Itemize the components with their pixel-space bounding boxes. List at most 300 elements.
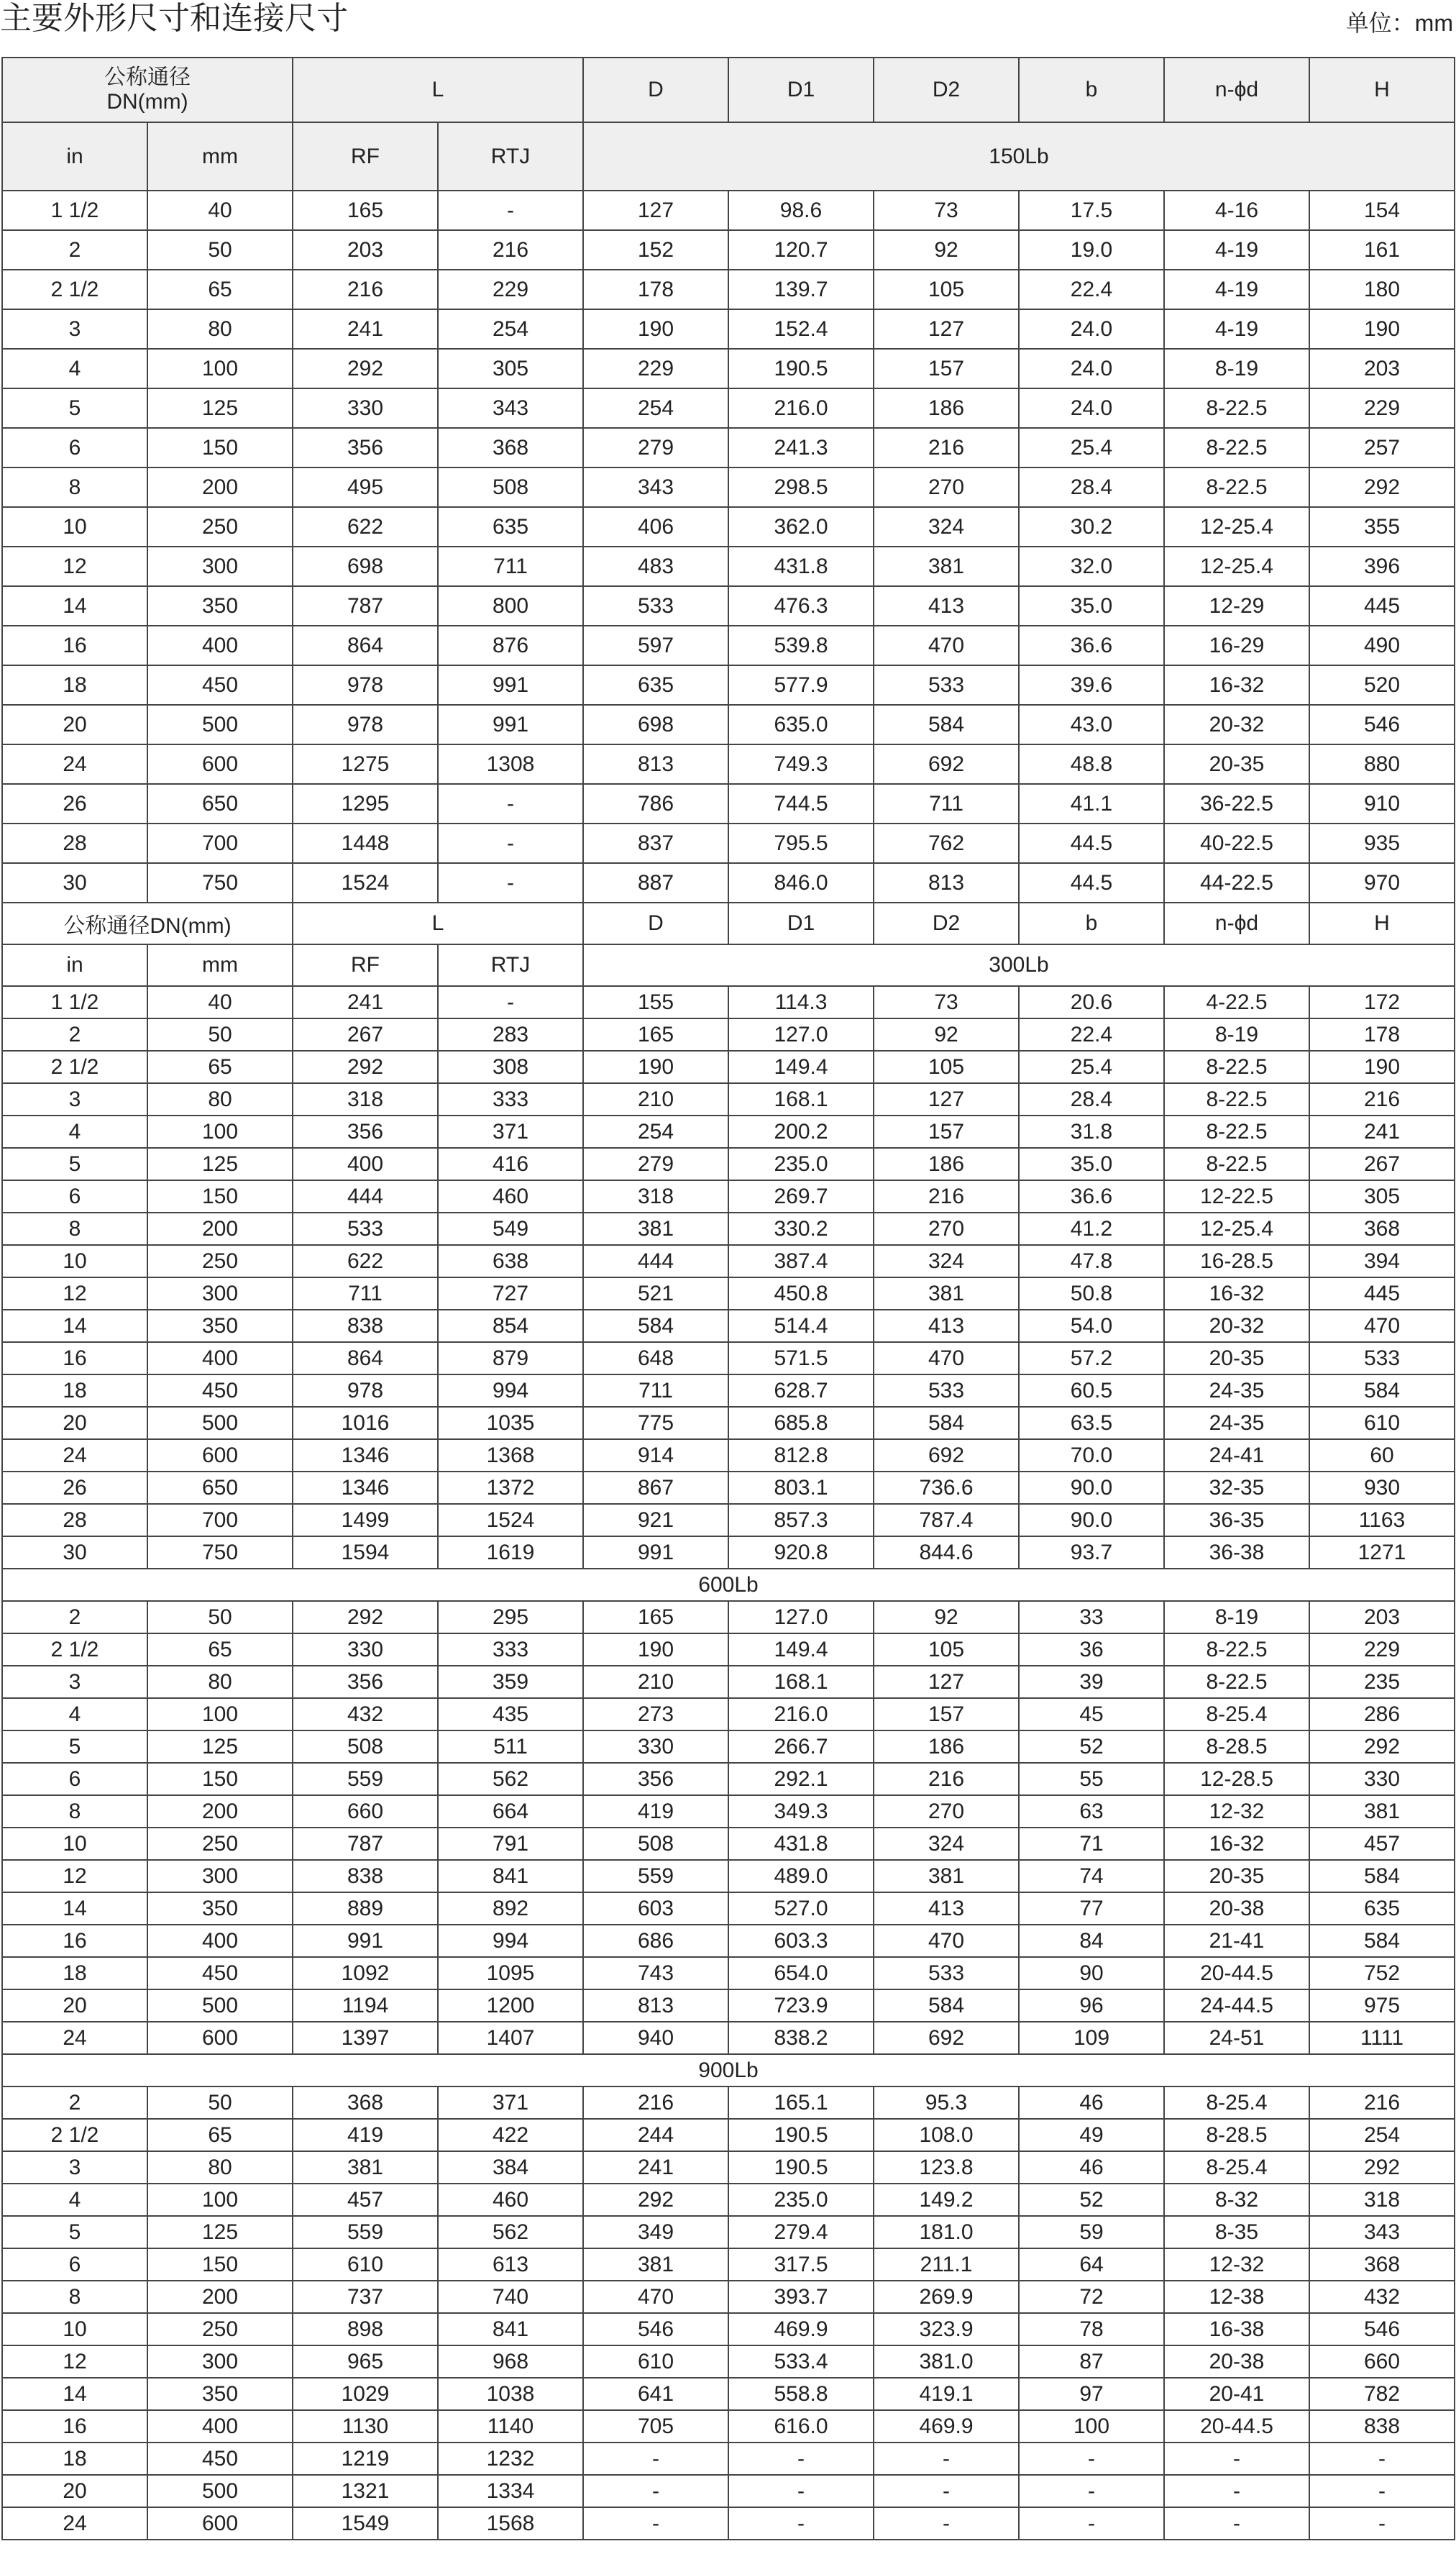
- cell-l-rf: 330: [293, 388, 438, 428]
- cell-l-rf: 419: [293, 2119, 438, 2151]
- table-row: [2, 784, 1455, 824]
- cell-d: 686: [583, 1925, 728, 1957]
- cell-d2: 105: [874, 270, 1019, 309]
- cell-in: 12: [2, 2345, 147, 2378]
- cell-b: 44.5: [1019, 863, 1164, 903]
- table-row: [2, 1277, 1455, 1310]
- cell-l-rf: 432: [293, 1698, 438, 1730]
- cell-b: 35.0: [1019, 1148, 1164, 1180]
- cell-d1: -: [728, 2475, 874, 2507]
- cell-mm: 500: [147, 1407, 293, 1439]
- cell-d2: 95.3: [874, 2086, 1019, 2119]
- table-row: [2, 2443, 1455, 2475]
- table-row: [2, 1083, 1455, 1116]
- header-nd: n-ϕd: [1164, 58, 1309, 122]
- cell-l-rtj: 994: [438, 1374, 583, 1407]
- cell-in: 14: [2, 1310, 147, 1342]
- cell-d: 292: [583, 2184, 728, 2216]
- cell-d1: 857.3: [728, 1504, 874, 1536]
- cell-n-d: 24-51: [1164, 2022, 1309, 2054]
- cell-d1: 387.4: [728, 1245, 874, 1277]
- table-row: [2, 2507, 1455, 2540]
- pressure-class-row: [2, 2054, 1455, 2086]
- cell-d1: 362.0: [728, 507, 874, 547]
- cell-in: 12: [2, 547, 147, 586]
- cell-mm: 750: [147, 1536, 293, 1569]
- cell-d1: 527.0: [728, 1892, 874, 1925]
- cell-d1: 476.3: [728, 586, 874, 626]
- cell-b: 87: [1019, 2345, 1164, 2378]
- cell-n-d: 36-38: [1164, 1536, 1309, 1569]
- cell-b: 20.6: [1019, 986, 1164, 1018]
- cell-in: 6: [2, 428, 147, 468]
- cell-d2: 470: [874, 626, 1019, 665]
- cell-d2: 186: [874, 1730, 1019, 1763]
- cell-l-rtj: 638: [438, 1245, 583, 1277]
- cell-d1: -: [728, 2507, 874, 2540]
- table-row: [2, 1018, 1455, 1051]
- cell-d2: -: [874, 2507, 1019, 2540]
- cell-d1: 744.5: [728, 784, 874, 824]
- cell-d2: 270: [874, 1795, 1019, 1828]
- cell-d1: 292.1: [728, 1763, 874, 1795]
- cell-b: 28.4: [1019, 1083, 1164, 1116]
- cell-b: 78: [1019, 2313, 1164, 2345]
- dimensions-table: [1, 57, 1455, 2540]
- cell-d1: 168.1: [728, 1083, 874, 1116]
- table-row: [2, 705, 1455, 744]
- table-row: [2, 2378, 1455, 2410]
- table-row: [2, 1342, 1455, 1374]
- cell-d: 229: [583, 349, 728, 388]
- cell-h: 368: [1309, 2248, 1455, 2281]
- cell-n-d: 32-35: [1164, 1472, 1309, 1504]
- cell-b: 100: [1019, 2410, 1164, 2443]
- cell-n-d: 8-25.4: [1164, 2086, 1309, 2119]
- cell-d: 419: [583, 1795, 728, 1828]
- cell-mm: 250: [147, 1828, 293, 1860]
- cell-d2: 692: [874, 2022, 1019, 2054]
- cell-l-rf: 838: [293, 1860, 438, 1892]
- cell-l-rf: 165: [293, 191, 438, 230]
- cell-b: 64: [1019, 2248, 1164, 2281]
- cell-in: 2 1/2: [2, 1633, 147, 1666]
- cell-d: 641: [583, 2378, 728, 2410]
- cell-h: 838: [1309, 2410, 1455, 2443]
- cell-d1: 393.7: [728, 2281, 874, 2313]
- table-row: [2, 2248, 1455, 2281]
- cell-n-d: 12-32: [1164, 1795, 1309, 1828]
- cell-d: 279: [583, 428, 728, 468]
- cell-d: 533: [583, 586, 728, 626]
- cell-h: 584: [1309, 1925, 1455, 1957]
- cell-l-rtj: 664: [438, 1795, 583, 1828]
- cell-mm: 400: [147, 626, 293, 665]
- cell-mm: 100: [147, 1698, 293, 1730]
- cell-in: 14: [2, 1892, 147, 1925]
- cell-d1: 685.8: [728, 1407, 874, 1439]
- cell-d1: 795.5: [728, 824, 874, 863]
- cell-d1: 489.0: [728, 1860, 874, 1892]
- cell-mm: 200: [147, 1795, 293, 1828]
- header-mm: mm: [147, 122, 293, 191]
- cell-mm: 600: [147, 1439, 293, 1472]
- cell-d: 775: [583, 1407, 728, 1439]
- cell-n-d: 36-22.5: [1164, 784, 1309, 824]
- cell-d2: 323.9: [874, 2313, 1019, 2345]
- cell-d2: 692: [874, 744, 1019, 784]
- cell-l-rtj: 422: [438, 2119, 583, 2151]
- cell-l-rf: 267: [293, 1018, 438, 1051]
- cell-mm: 50: [147, 2086, 293, 2119]
- cell-d: 698: [583, 705, 728, 744]
- cell-n-d: 4-19: [1164, 230, 1309, 270]
- cell-in: 14: [2, 2378, 147, 2410]
- cell-b: 74: [1019, 1860, 1164, 1892]
- cell-in: 6: [2, 2248, 147, 2281]
- cell-h: -: [1309, 2443, 1455, 2475]
- table-row: [2, 1957, 1455, 1989]
- cell-d1: 127.0: [728, 1601, 874, 1633]
- cell-b: 90.0: [1019, 1504, 1164, 1536]
- header-row: [2, 903, 1455, 944]
- cell-b: 57.2: [1019, 1342, 1164, 1374]
- cell-mm: 80: [147, 1666, 293, 1698]
- cell-h: 1111: [1309, 2022, 1455, 2054]
- cell-d: 914: [583, 1439, 728, 1472]
- cell-in: 5: [2, 388, 147, 428]
- table-row: [2, 1860, 1455, 1892]
- cell-b: 31.8: [1019, 1116, 1164, 1148]
- cell-mm: 65: [147, 2119, 293, 2151]
- cell-d2: 270: [874, 1213, 1019, 1245]
- cell-l-rf: 444: [293, 1180, 438, 1213]
- cell-l-rtj: -: [438, 863, 583, 903]
- cell-l-rtj: 1368: [438, 1439, 583, 1472]
- cell-mm: 300: [147, 547, 293, 586]
- cell-l-rtj: 508: [438, 468, 583, 507]
- cell-d: 381: [583, 1213, 728, 1245]
- cell-l-rf: 203: [293, 230, 438, 270]
- header-d: D: [583, 58, 728, 122]
- cell-h: 975: [1309, 1989, 1455, 2022]
- cell-d: 273: [583, 1698, 728, 1730]
- cell-b: -: [1019, 2443, 1164, 2475]
- header-rtj: RTJ: [438, 122, 583, 191]
- cell-d: 165: [583, 1018, 728, 1051]
- cell-d2: 419.1: [874, 2378, 1019, 2410]
- cell-d: 165: [583, 1601, 728, 1633]
- cell-d2: 413: [874, 1310, 1019, 1342]
- cell-l-rtj: 1334: [438, 2475, 583, 2507]
- pressure-class-label: 300Lb: [583, 944, 1455, 986]
- cell-n-d: 8-22.5: [1164, 1116, 1309, 1148]
- cell-l-rf: 356: [293, 1666, 438, 1698]
- cell-d: 190: [583, 1633, 728, 1666]
- table-row: [2, 1666, 1455, 1698]
- cell-l-rtj: 511: [438, 1730, 583, 1763]
- cell-d2: 584: [874, 1989, 1019, 2022]
- cell-l-rtj: 1095: [438, 1957, 583, 1989]
- table-row: [2, 2313, 1455, 2345]
- cell-l-rf: 1295: [293, 784, 438, 824]
- cell-n-d: 8-32: [1164, 2184, 1309, 2216]
- cell-d2: 92: [874, 1601, 1019, 1633]
- cell-l-rtj: 371: [438, 1116, 583, 1148]
- cell-h: 445: [1309, 586, 1455, 626]
- header-mm: mm: [147, 944, 293, 986]
- cell-l-rtj: 371: [438, 2086, 583, 2119]
- cell-l-rtj: 791: [438, 1828, 583, 1860]
- table-row: [2, 2151, 1455, 2184]
- cell-d2: 181.0: [874, 2216, 1019, 2248]
- table-row: [2, 388, 1455, 428]
- cell-in: 20: [2, 1989, 147, 2022]
- cell-l-rf: 292: [293, 349, 438, 388]
- cell-l-rf: 838: [293, 1310, 438, 1342]
- cell-mm: 100: [147, 2184, 293, 2216]
- cell-in: 4: [2, 2184, 147, 2216]
- cell-h: 216: [1309, 1083, 1455, 1116]
- cell-d2: 813: [874, 863, 1019, 903]
- cell-h: 445: [1309, 1277, 1455, 1310]
- cell-l-rtj: 460: [438, 2184, 583, 2216]
- cell-mm: 350: [147, 1310, 293, 1342]
- cell-in: 2: [2, 1601, 147, 1633]
- cell-h: 180: [1309, 270, 1455, 309]
- cell-h: 368: [1309, 1213, 1455, 1245]
- cell-d2: 470: [874, 1925, 1019, 1957]
- pressure-class-label: 600Lb: [2, 1569, 1455, 1601]
- cell-l-rtj: 1200: [438, 1989, 583, 2022]
- table-row: [2, 1180, 1455, 1213]
- cell-d1: 533.4: [728, 2345, 874, 2378]
- cell-d: 254: [583, 1116, 728, 1148]
- cell-mm: 40: [147, 191, 293, 230]
- cell-b: 36.6: [1019, 626, 1164, 665]
- cell-d: 356: [583, 1763, 728, 1795]
- cell-d2: 105: [874, 1051, 1019, 1083]
- table-row: [2, 1633, 1455, 1666]
- header-nominal-diameter: 公称通径 DN(mm): [2, 58, 293, 122]
- cell-h: 610: [1309, 1407, 1455, 1439]
- cell-d: 603: [583, 1892, 728, 1925]
- cell-l-rf: 978: [293, 665, 438, 705]
- cell-mm: 150: [147, 428, 293, 468]
- cell-d: 559: [583, 1860, 728, 1892]
- cell-b: 84: [1019, 1925, 1164, 1957]
- table-row: [2, 2410, 1455, 2443]
- header-rtj: RTJ: [438, 944, 583, 986]
- cell-in: 4: [2, 349, 147, 388]
- table-row: [2, 1989, 1455, 2022]
- cell-l-rtj: 800: [438, 586, 583, 626]
- cell-mm: 750: [147, 863, 293, 903]
- cell-d: 254: [583, 388, 728, 428]
- cell-l-rf: 1549: [293, 2507, 438, 2540]
- table-row: [2, 428, 1455, 468]
- cell-l-rtj: 711: [438, 547, 583, 586]
- cell-d2: 413: [874, 1892, 1019, 1925]
- cell-mm: 650: [147, 784, 293, 824]
- cell-l-rf: 495: [293, 468, 438, 507]
- cell-d: 837: [583, 824, 728, 863]
- cell-n-d: 4-19: [1164, 309, 1309, 349]
- cell-h: 381: [1309, 1795, 1455, 1828]
- cell-in: 3: [2, 309, 147, 349]
- cell-mm: 65: [147, 270, 293, 309]
- cell-b: 46: [1019, 2086, 1164, 2119]
- cell-h: 584: [1309, 1374, 1455, 1407]
- cell-l-rf: 1275: [293, 744, 438, 784]
- cell-l-rf: 737: [293, 2281, 438, 2313]
- cell-l-rf: 965: [293, 2345, 438, 2378]
- cell-h: 752: [1309, 1957, 1455, 1989]
- cell-h: 292: [1309, 1730, 1455, 1763]
- cell-d2: 711: [874, 784, 1019, 824]
- cell-d: 210: [583, 1666, 728, 1698]
- cell-h: 584: [1309, 1860, 1455, 1892]
- cell-mm: 50: [147, 1601, 293, 1633]
- cell-mm: 65: [147, 1633, 293, 1666]
- cell-d1: 149.4: [728, 1051, 874, 1083]
- cell-l-rf: 1524: [293, 863, 438, 903]
- cell-l-rf: 330: [293, 1633, 438, 1666]
- cell-l-rf: 787: [293, 586, 438, 626]
- table-row: [2, 1795, 1455, 1828]
- cell-b: 70.0: [1019, 1439, 1164, 1472]
- cell-d: 444: [583, 1245, 728, 1277]
- cell-in: 12: [2, 1277, 147, 1310]
- cell-d: 887: [583, 863, 728, 903]
- table-row: [2, 863, 1455, 903]
- cell-h: 935: [1309, 824, 1455, 863]
- cell-l-rtj: 727: [438, 1277, 583, 1310]
- cell-n-d: -: [1164, 2475, 1309, 2507]
- cell-l-rf: 1346: [293, 1472, 438, 1504]
- cell-b: 32.0: [1019, 547, 1164, 586]
- header-h: H: [1309, 58, 1455, 122]
- cell-d: 406: [583, 507, 728, 547]
- cell-h: 546: [1309, 2313, 1455, 2345]
- cell-d2: -: [874, 2443, 1019, 2475]
- page-title: 主要外形尺寸和连接尺寸: [0, 1, 348, 36]
- cell-in: 5: [2, 1148, 147, 1180]
- cell-h: 330: [1309, 1763, 1455, 1795]
- cell-l-rf: 292: [293, 1601, 438, 1633]
- cell-d2: 584: [874, 705, 1019, 744]
- header-d2: D2: [874, 903, 1019, 944]
- cell-mm: 450: [147, 1374, 293, 1407]
- cell-d1: -: [728, 2443, 874, 2475]
- cell-in: 16: [2, 1925, 147, 1957]
- cell-h: 257: [1309, 428, 1455, 468]
- pressure-class-label: 900Lb: [2, 2054, 1455, 2086]
- cell-mm: 700: [147, 824, 293, 863]
- cell-d1: 431.8: [728, 547, 874, 586]
- cell-b: 39: [1019, 1666, 1164, 1698]
- cell-h: 1271: [1309, 1536, 1455, 1569]
- cell-n-d: 12-32: [1164, 2248, 1309, 2281]
- cell-d1: 165.1: [728, 2086, 874, 2119]
- cell-h: 178: [1309, 1018, 1455, 1051]
- cell-d2: 381.0: [874, 2345, 1019, 2378]
- cell-l-rf: 698: [293, 547, 438, 586]
- cell-d: 508: [583, 1828, 728, 1860]
- table-row: [2, 2086, 1455, 2119]
- cell-l-rf: 241: [293, 309, 438, 349]
- cell-d: 241: [583, 2151, 728, 2184]
- cell-n-d: 8-35: [1164, 2216, 1309, 2248]
- cell-b: 71: [1019, 1828, 1164, 1860]
- header-in: in: [2, 122, 147, 191]
- cell-h: 880: [1309, 744, 1455, 784]
- cell-in: 24: [2, 744, 147, 784]
- pressure-class-row: [2, 1569, 1455, 1601]
- cell-mm: 150: [147, 1763, 293, 1795]
- cell-l-rf: 508: [293, 1730, 438, 1763]
- cell-b: 52: [1019, 1730, 1164, 1763]
- cell-n-d: 20-32: [1164, 705, 1309, 744]
- cell-l-rf: 381: [293, 2151, 438, 2184]
- cell-d2: 324: [874, 1245, 1019, 1277]
- cell-b: 72: [1019, 2281, 1164, 2313]
- table-row: [2, 2119, 1455, 2151]
- cell-l-rf: 787: [293, 1828, 438, 1860]
- cell-n-d: 16-38: [1164, 2313, 1309, 2345]
- table-row: [2, 1116, 1455, 1148]
- cell-n-d: 16-32: [1164, 1277, 1309, 1310]
- cell-n-d: 4-16: [1164, 191, 1309, 230]
- cell-l-rf: 1594: [293, 1536, 438, 1569]
- cell-in: 18: [2, 1957, 147, 1989]
- cell-mm: 50: [147, 230, 293, 270]
- cell-n-d: 8-22.5: [1164, 1666, 1309, 1698]
- cell-l-rtj: 333: [438, 1633, 583, 1666]
- cell-l-rtj: 1619: [438, 1536, 583, 1569]
- cell-n-d: 8-28.5: [1164, 1730, 1309, 1763]
- cell-l-rtj: 892: [438, 1892, 583, 1925]
- cell-in: 24: [2, 2022, 147, 2054]
- cell-in: 8: [2, 2281, 147, 2313]
- cell-l-rtj: -: [438, 986, 583, 1018]
- cell-d: 216: [583, 2086, 728, 2119]
- cell-d: 470: [583, 2281, 728, 2313]
- cell-in: 20: [2, 1407, 147, 1439]
- cell-d1: 152.4: [728, 309, 874, 349]
- cell-d1: 317.5: [728, 2248, 874, 2281]
- cell-d: 635: [583, 665, 728, 705]
- cell-mm: 500: [147, 1989, 293, 2022]
- cell-h: 396: [1309, 547, 1455, 586]
- cell-b: 24.0: [1019, 349, 1164, 388]
- cell-h: 318: [1309, 2184, 1455, 2216]
- cell-b: 28.4: [1019, 468, 1164, 507]
- cell-d1: 514.4: [728, 1310, 874, 1342]
- header-nominal-diameter: 公称通径DN(mm): [2, 903, 293, 944]
- header-rf: RF: [293, 944, 438, 986]
- cell-d1: 450.8: [728, 1277, 874, 1310]
- cell-b: 52: [1019, 2184, 1164, 2216]
- cell-l-rtj: 1140: [438, 2410, 583, 2443]
- cell-in: 2 1/2: [2, 2119, 147, 2151]
- header-rf: RF: [293, 122, 438, 191]
- cell-l-rf: 1029: [293, 2378, 438, 2410]
- cell-b: 49: [1019, 2119, 1164, 2151]
- cell-l-rf: 898: [293, 2313, 438, 2345]
- cell-l-rtj: 229: [438, 270, 583, 309]
- cell-l-rf: 368: [293, 2086, 438, 2119]
